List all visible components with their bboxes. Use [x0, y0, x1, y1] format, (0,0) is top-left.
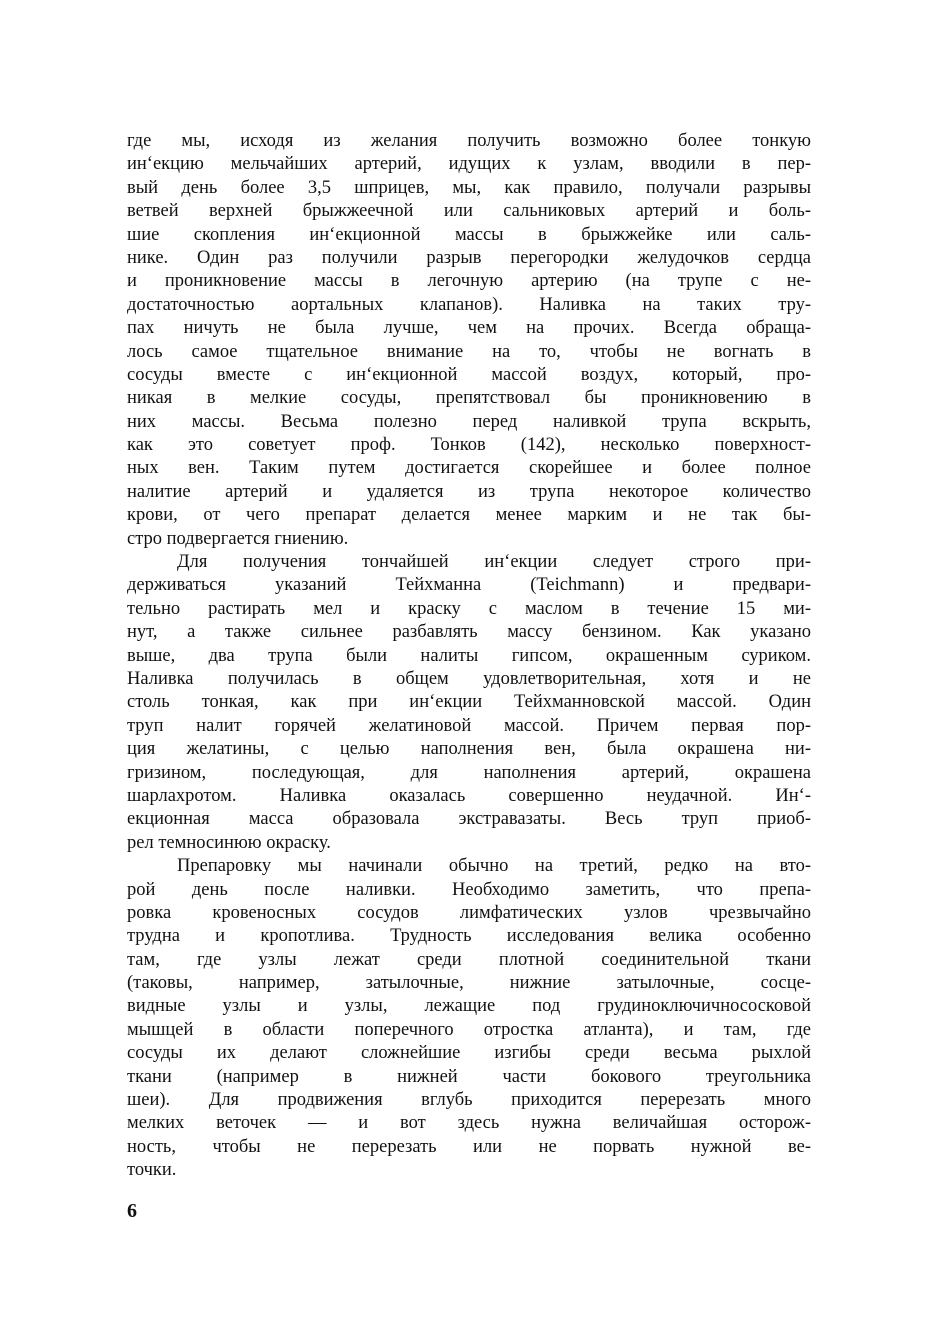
text-line: Препаровку мы начинали обычно на третий, редко на вто-	[177, 856, 811, 877]
text-line: сосуды вместе с ин‘екционной массой воздух, который, про-	[127, 364, 811, 385]
text-line: точки.	[127, 1160, 177, 1181]
text-line: ткани (например в нижней части бокового треугольника	[127, 1066, 811, 1087]
text-line: труп налит горячей желатиновой массой. Причем первая пор-	[127, 715, 811, 736]
text-line: нут, а также сильнее разбавлять массу бензином. Как указано	[127, 622, 811, 643]
text-line: крови, от чего препарат делается менее марким и не так бы-	[127, 505, 811, 526]
text-line: держиваться указаний Тейхманна (Teichmann) и предвари-	[127, 575, 811, 596]
text-line: пах ничуть не была лучше, чем на прочих. Всегда обраща-	[127, 318, 811, 339]
text-line: налитие артерий и удаляется из трупа некоторое количество	[127, 481, 811, 502]
text-line: там, где узлы лежат среди плотной соединительной ткани	[127, 949, 811, 970]
text-line: тельно растирать мел и краску с маслом в течение 15 ми-	[127, 598, 811, 619]
text-line: видные узлы и узлы, лежащие под грудиноключичнососковой	[127, 996, 811, 1017]
paragraph	[127, 551, 811, 855]
text-line: стро подвергается гниению.	[127, 528, 349, 549]
paragraph	[127, 855, 811, 1182]
text-line: нике. Один раз получили разрыв перегородки желудочков сердца	[127, 247, 811, 268]
text-line: шие скопления ин‘екционной массы в брыжжейке или саль-	[127, 224, 811, 245]
text-line: как это советует проф. Тонков (142), несколько поверхност-	[127, 435, 811, 456]
text-line: мелких веточек — и вот здесь нужна величайшая осторож-	[127, 1113, 811, 1134]
text-line: ин‘екцию мельчайших артерий, идущих к узлам, вводили в пер-	[127, 154, 811, 175]
text-line: столь тонкая, как при ин‘екции Тейхманновской массой. Один	[127, 692, 811, 713]
text-line: и проникновение массы в легочную артерию (на трупе с не-	[127, 271, 811, 292]
text-line: ция желатины, с целью наполнения вен, была окрашена ни-	[127, 739, 811, 760]
paragraph	[127, 130, 811, 551]
text-line: никая в мелкие сосуды, препятствовал бы проникновению в	[127, 388, 811, 409]
text-line: шарлахротом. Наливка оказалась совершенно неудачной. Ин‘-	[127, 785, 811, 806]
text-line: ность, чтобы не перерезать или не порвать нужной ве-	[127, 1136, 811, 1157]
text-line: Для получения тончайшей ин‘екции следует строго при-	[177, 552, 811, 573]
text-line: сосуды их делают сложнейшие изгибы среди весьма рыхлой	[127, 1043, 811, 1064]
text-line: (таковы, например, затылочные, нижние затылочные, сосце-	[127, 973, 811, 994]
body-text	[127, 130, 811, 1183]
text-line: екционная масса образовала экстравазаты. Весь труп приоб-	[127, 809, 811, 830]
text-line: ровка кровеносных сосудов лимфатических узлов чрезвычайно	[127, 902, 811, 923]
text-line: ветвей верхней брыжжеечной или сальниковых артерий и боль-	[127, 201, 811, 222]
text-line: них массы. Весьма полезно перед наливкой трупа вскрыть,	[127, 411, 811, 432]
text-line: достаточностью аортальных клапанов). Наливка на таких тру-	[127, 294, 811, 315]
text-line: гризином, последующая, для наполнения артерий, окрашена	[127, 762, 811, 783]
page-number: 6	[127, 1200, 137, 1222]
text-line: лось самое тщательное внимание на то, чтобы не вогнать в	[127, 341, 811, 362]
text-line: где мы, исходя из желания получить возможно более тонкую	[127, 131, 811, 151]
text-line: мышцей в области поперечного отростка атланта), и там, где	[127, 1019, 811, 1040]
text-line: трудна и кропотлива. Трудность исследования велика особенно	[127, 926, 811, 947]
text-line: вый день более 3,5 шприцев, мы, как правило, получали разрывы	[127, 177, 811, 198]
text-line: рой день после наливки. Необходимо заметить, что препа-	[127, 879, 811, 900]
text-line: шеи). Для продвижения вглубь приходится перерезать много	[127, 1090, 811, 1111]
text-line: Наливка получилась в общем удовлетворительная, хотя и не	[127, 668, 811, 689]
text-line: выше, два трупа были налиты гипсом, окрашенным суриком.	[127, 645, 811, 666]
text-line: ных вен. Таким путем достигается скорейшее и более полное	[127, 458, 811, 479]
text-line: рел темносинюю окраску.	[127, 832, 331, 853]
